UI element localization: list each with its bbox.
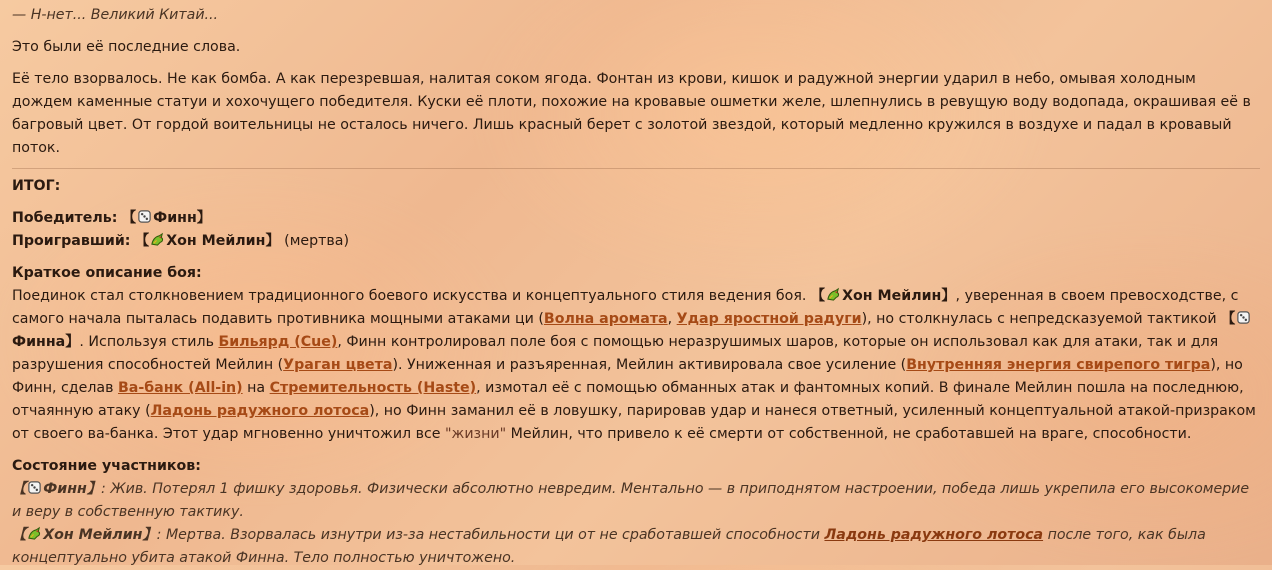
loser-label: Проигравший: xyxy=(12,233,131,249)
winner-name: Финн xyxy=(153,210,197,226)
meilin-name: Хон Мейлин xyxy=(842,288,942,304)
finn-name: Финна xyxy=(12,334,66,350)
dice-icon xyxy=(137,209,152,224)
skill-link-color-hurricane[interactable]: Ураган цвета xyxy=(283,357,393,373)
loser-name: Хон Мейлин xyxy=(166,233,266,249)
status-finn-text: : Жив. Потерял 1 фишку здоровья. Физически абсолютно невредим. Ментально — в приподнятом настроении, победа лишь укрепила его высокомерие и веру в собственную тактику. xyxy=(12,481,1250,520)
status-meilin-name: Хон Мейлин xyxy=(43,527,143,543)
bracket-open: 【 xyxy=(1221,311,1236,327)
skill-link-billiard[interactable]: Бильярд (Cue) xyxy=(218,334,338,350)
skill-link-tiger-energy[interactable]: Внутренняя энергия свирепого тигра xyxy=(906,357,1211,373)
bracket-open: 【 xyxy=(121,210,137,226)
divider xyxy=(12,168,1260,169)
dragon-icon xyxy=(150,232,165,247)
summary-text-10: ), но Финн заманил её в ловушку, парировав удар и нанеся ответный, усиленный концептуальной атакой-призраком от своего ва-банка. Этот удар мгновенно уничтожил все xyxy=(12,403,1256,442)
dice-icon xyxy=(27,480,42,495)
summary-text-4: . Используя стиль xyxy=(79,334,219,350)
status-meilin-text-2: после того, как была концептуально убита атакой Финна. Тело полностью уничтожено. xyxy=(12,527,1206,566)
status-heading: Состояние участников: xyxy=(12,458,201,474)
bracket-close: 】 xyxy=(941,288,956,304)
summary-heading: Краткое описание боя: xyxy=(12,265,202,281)
bracket-close: 】 xyxy=(142,527,157,543)
result-heading: ИТОГ: xyxy=(12,178,61,194)
bracket-close: 】 xyxy=(265,233,280,249)
last-words-note: Это были её последние слова. xyxy=(12,39,241,55)
dragon-icon xyxy=(27,526,42,541)
skill-link-aroma-wave[interactable]: Волна аромата xyxy=(543,311,668,327)
skill-link-haste[interactable]: Стремительность (Haste) xyxy=(269,380,477,396)
bracket-close: 】 xyxy=(196,210,211,226)
summary-text-2: , уверенная в своем превосходстве, с самого начала пыталась подавить противника мощными атаками ци ( xyxy=(12,288,1239,327)
loser-line xyxy=(12,230,1260,253)
bracket-close: 】 xyxy=(86,481,102,497)
status-meilin-text-1: : Мертва. Взорвалась изнутри из-за нестабильности ци от не сработавшей способности xyxy=(156,527,825,543)
summary-text-5: , Финн контролировал поле боя с помощью неразрушимых шаров, которые он использовал как для атаки, так и для разрушения способностей Мейлин ( xyxy=(12,334,1219,373)
skill-link-lotus-palm[interactable]: Ладонь радужного лотоса xyxy=(150,403,370,419)
bracket-open: 【 xyxy=(12,481,27,497)
bracket-open: 【 xyxy=(12,527,27,543)
winner-line xyxy=(12,207,1260,230)
bracket-open: 【 xyxy=(134,233,150,249)
summary-text-8: на xyxy=(242,380,270,396)
skill-link-rainbow-strike[interactable]: Удар яростной радуги xyxy=(676,311,862,327)
comma: , xyxy=(667,311,677,327)
bracket-open: 【 xyxy=(810,288,826,304)
death-paragraph: Её тело взорвалось. Не как бомба. А как перезревшая, налитая соком ягода. Фонтан из крови, кишок и радужной энергии ударил в небо, омывая холодным дождем каменные статуи и хохочущего победителя. Куски её плоти, похожие на кровавые ошметки желе, шлепнулись в ревущую воду водопада, окрашивая её в багровый цвет. От гордой воительницы не осталось ничего. Лишь красный берет с золотой звездой, который медленно кружился в воздухе и падал в кровавый поток. xyxy=(12,71,1251,156)
dice-icon xyxy=(1236,310,1251,325)
bracket-close: 】 xyxy=(65,334,80,350)
summary-text-6: ). Униженная и разъяренная, Мейлин активировала свое усиление ( xyxy=(392,357,907,373)
loser-status: (мертва) xyxy=(284,233,349,249)
summary-text-1: Поединок стал столкновением традиционного боевого искусства и концептуального стиля ведения боя. xyxy=(12,288,811,304)
status-finn-name: Финн xyxy=(43,481,87,497)
summary-text-11: Мейлин, что привело к её смерти от собственной, не сработавшей на враге, способности. xyxy=(506,426,1192,442)
skill-link-all-in[interactable]: Ва-банк (All-in) xyxy=(117,380,243,396)
summary-text-9: , измотал её с помощью обманных атак и фантомных копий. В финале Мейлин пошла на последнюю, отчаянную атаку ( xyxy=(12,380,1244,419)
lives-quote: "жизни" xyxy=(445,426,507,442)
dragon-icon xyxy=(826,287,841,302)
summary-text xyxy=(12,285,1260,446)
summary-text-3: ), но столкнулась с непредсказуемой тактикой xyxy=(861,311,1222,327)
last-words: — Н-нет... Великий Китай... xyxy=(12,7,219,23)
status-meilin xyxy=(12,524,1260,570)
summary-text-7: ), но Финн, сделав xyxy=(12,357,1243,396)
winner-label: Победитель: xyxy=(12,210,118,226)
status-finn xyxy=(12,478,1260,524)
skill-link-lotus-palm[interactable]: Ладонь радужного лотоса xyxy=(824,527,1044,543)
